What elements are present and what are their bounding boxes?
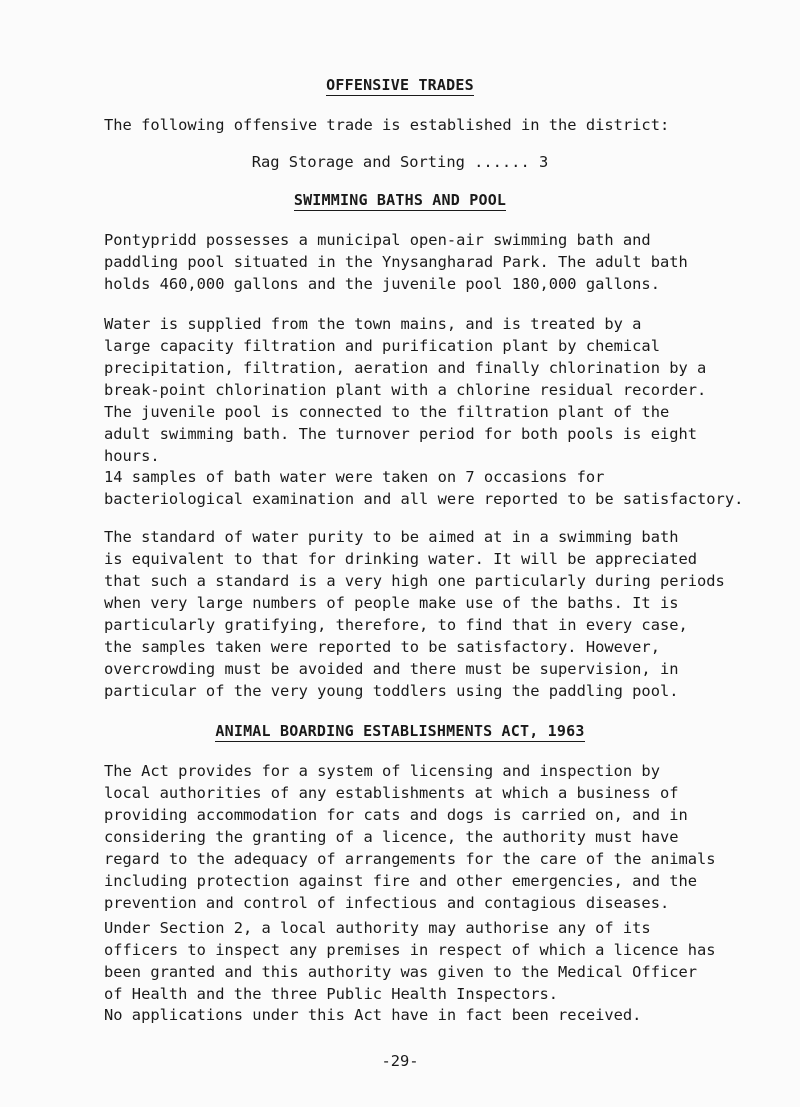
swimming-paragraph-4: The standard of water purity to be aimed at in a swimming bath is equivalent to that for drinking water. It will be appreciated that such a standard is a very high one particularly during periods when very large numbers of people make use of the baths. It is particularly gratifying, therefore, to find that in every case, the samples taken were reported to be satisfactory. However, overcrowding must be avoided and there must be supervision, in particular of the very young toddlers using the paddling pool. bbox=[104, 528, 725, 700]
heading-swimming-baths: SWIMMING BATHS AND POOL bbox=[293, 191, 507, 209]
heading-animal-boarding: ANIMAL BOARDING ESTABLISHMENTS ACT, 1963 bbox=[215, 722, 585, 740]
animal-boarding-paragraph-2: Under Section 2, a local authority may authorise any of its officers to inspect any premises in respect of which a licence has been granted and this authority was given to the Medical Officer of Health and the three Public Health Inspectors. bbox=[104, 919, 716, 1003]
offensive-trades-item: Rag Storage and Sorting ...... 3 bbox=[251, 153, 549, 171]
swimming-paragraph-3: 14 samples of bath water were taken on 7 occasions for bacteriological examination and all were reported to be satisfactory. bbox=[104, 468, 744, 508]
swimming-paragraph-2: Water is supplied from the town mains, and is treated by a large capacity filtration and purification plant by chemical precipitation, filtration, aeration and finally chlorination by a break-point chlorination plant with a chlorine residual recorder. The juvenile pool is connected to the filtration plant of the adult swimming bath. The turnover period for both pools is eight hours. bbox=[104, 315, 707, 465]
animal-boarding-paragraph-1: The Act provides for a system of licensing and inspection by local authorities of any establishments at which a business of providing accommodation for cats and dogs is carried on, and in considering the granting of a licence, the authority must have regard to the adequacy of arrangements for the care of the animals including protection against fire and other emergencies, and the prevention and control of infectious and contagious diseases. bbox=[104, 762, 716, 912]
offensive-trades-intro: The following offensive trade is established in the district: bbox=[104, 116, 670, 134]
animal-boarding-paragraph-3: No applications under this Act have in fact been received. bbox=[104, 1006, 642, 1024]
heading-offensive-trades: OFFENSIVE TRADES bbox=[326, 76, 474, 94]
page-number: -29- bbox=[381, 1052, 419, 1070]
swimming-paragraph-1: Pontypridd possesses a municipal open-air swimming bath and paddling pool situated in the Ynysangharad Park. The adult bath holds 460,000 gallons and the juvenile pool 180,000 gallons. bbox=[104, 231, 688, 293]
